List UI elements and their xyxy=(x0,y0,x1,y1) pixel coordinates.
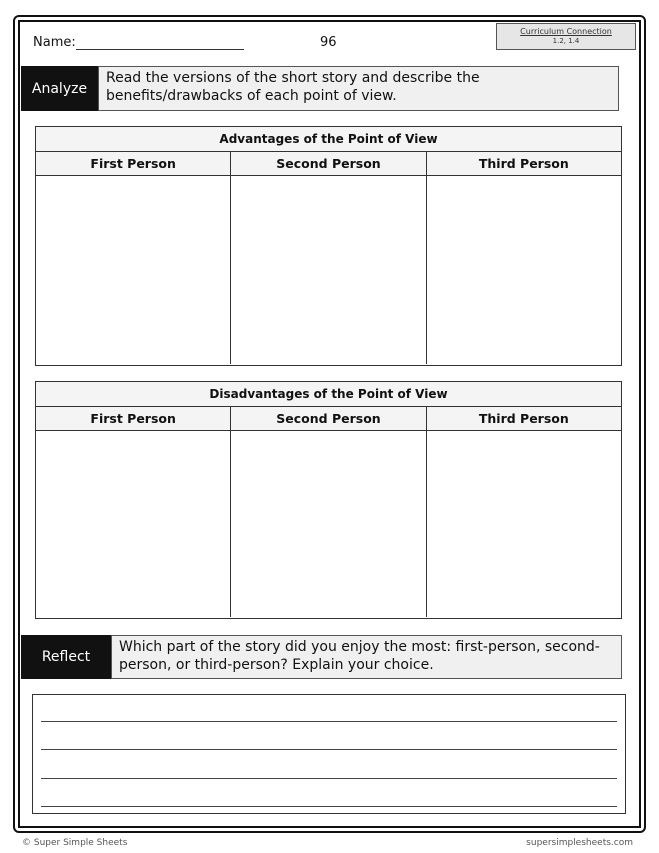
answer-line[interactable] xyxy=(41,778,617,779)
answer-line[interactable] xyxy=(41,749,617,750)
curriculum-connection-box xyxy=(496,23,636,50)
disadvantages-first-person-cell[interactable] xyxy=(36,431,231,617)
column-header-third-person: Third Person xyxy=(478,411,569,426)
column-header-first-person: First Person xyxy=(36,152,231,175)
advantages-table xyxy=(35,126,622,366)
column-header-first-person: First Person xyxy=(36,407,231,430)
column-header-third-person: Third Person xyxy=(478,156,569,171)
advantages-third-person-cell[interactable] xyxy=(427,176,621,364)
name-field[interactable] xyxy=(76,49,244,50)
advantages-table-header xyxy=(36,152,621,176)
reflect-answer-box[interactable] xyxy=(32,694,626,814)
curriculum-connection-title: Curriculum Connection xyxy=(520,27,612,36)
disadvantages-third-person-cell[interactable] xyxy=(427,431,621,617)
analyze-tag: Analyze xyxy=(21,66,98,111)
name-label: Name: xyxy=(33,35,76,50)
reflect-prompt: Which part of the story did you enjoy the most: first-person, second-person, or third-person? Explain your choice. xyxy=(111,635,622,679)
page-number: 96 xyxy=(320,35,337,50)
disadvantages-table-header xyxy=(36,407,621,431)
advantages-second-person-cell[interactable] xyxy=(231,176,426,364)
advantages-table-title: Advantages of the Point of View xyxy=(36,127,621,152)
answer-line[interactable] xyxy=(41,721,617,722)
column-header-second-person: Second Person xyxy=(231,407,426,430)
disadvantages-table-body xyxy=(36,431,621,617)
disadvantages-second-person-cell[interactable] xyxy=(231,431,426,617)
footer-copyright: © Super Simple Sheets xyxy=(22,838,128,848)
curriculum-connection-codes: 1.2, 1.4 xyxy=(552,37,580,45)
reflect-tag: Reflect xyxy=(21,635,111,679)
analyze-prompt: Read the versions of the short story and describe the benefits/drawbacks of each point of view. xyxy=(98,66,619,111)
advantages-first-person-cell[interactable] xyxy=(36,176,231,364)
advantages-table-body xyxy=(36,176,621,364)
column-header-second-person: Second Person xyxy=(231,152,426,175)
footer-website: supersimplesheets.com xyxy=(526,838,633,848)
disadvantages-table-title: Disadvantages of the Point of View xyxy=(36,382,621,407)
disadvantages-table xyxy=(35,381,622,619)
answer-line[interactable] xyxy=(41,806,617,807)
